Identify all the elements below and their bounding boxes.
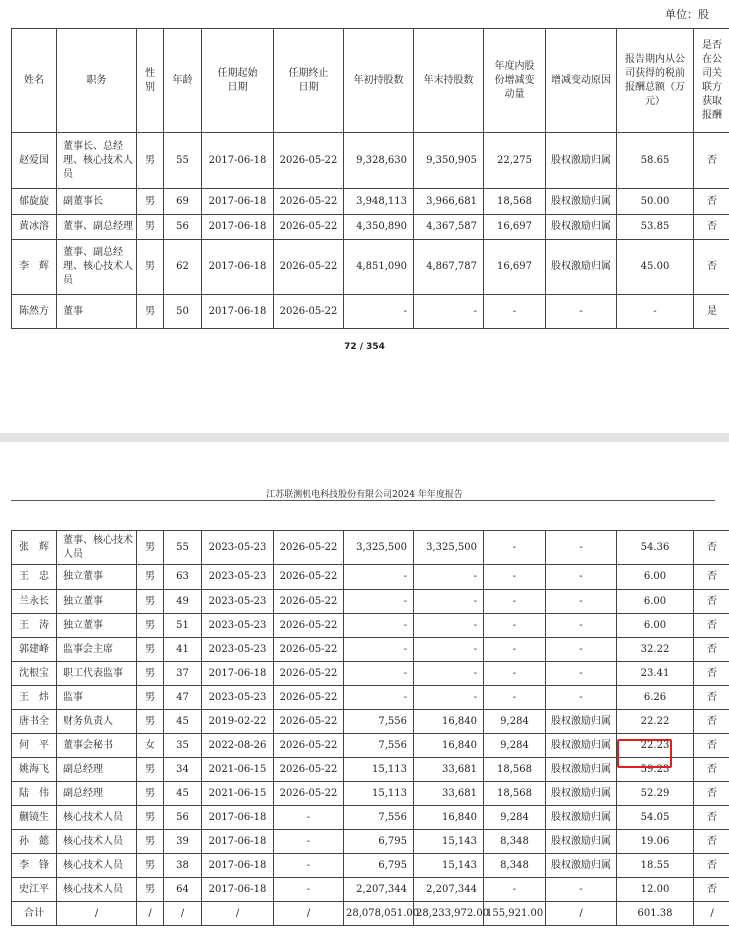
table-cell: 7,556 [344,734,414,758]
table-cell: 陆 伟 [12,782,57,806]
table-cell: 22.23 [617,734,694,758]
table-cell: 50 [164,295,202,329]
table-cell: 独立董事 [57,565,137,590]
table-cell: 155,921.00 [484,902,546,926]
table-cell: - [484,638,546,662]
table-cell: 男 [137,710,164,734]
table-cell: 股权激励归属 [546,215,617,240]
table-cell: 54.36 [617,531,694,565]
table-cell: 2017-06-18 [202,662,274,686]
table-cell: 何 平 [12,734,57,758]
table-cell: 否 [694,878,729,902]
table-cell: 否 [694,189,729,215]
table-cell: 是 [694,295,729,329]
table-cell: - [484,878,546,902]
table-row [12,590,729,614]
table-cell: 董事 [57,295,137,329]
table-cell: 69 [164,189,202,215]
table-cell: 55 [164,133,202,189]
table-cell: 15,113 [344,758,414,782]
table-cell: 2026-05-22 [274,590,344,614]
table-cell: 51 [164,614,202,638]
table-cell: 2026-05-22 [274,614,344,638]
table-cell: - [484,295,546,329]
table-cell: 兰永长 [12,590,57,614]
table-cell: 2026-05-22 [274,758,344,782]
table-cell: - [546,638,617,662]
table-cell: 28,078,051.00 [344,902,414,926]
table-cell: 18.55 [617,854,694,878]
table-cell: 黄冰溶 [12,215,57,240]
table-row [12,133,729,189]
table-cell: 孙 懿 [12,830,57,854]
table-row [12,565,729,590]
table-cell: 郁旋旋 [12,189,57,215]
table-cell: - [617,295,694,329]
table-cell: 63 [164,565,202,590]
table-cell: 董事会秘书 [57,734,137,758]
table-cell: - [344,686,414,710]
table-cell: 55 [164,531,202,565]
table-cell: 否 [694,710,729,734]
table-row [12,215,729,240]
table-cell: 2017-06-18 [202,806,274,830]
table-cell: - [546,295,617,329]
table-cell: 18,568 [484,189,546,215]
col-related-pay: 是否 在公 司关 联方 获取 报酬 [694,29,729,133]
report-header: 江苏联测机电科技股份有限公司2024 年年度报告 [266,490,463,500]
table-cell: 男 [137,215,164,240]
table-cell: 39 [164,830,202,854]
unit-label: 单位：股 [665,8,709,21]
table-cell: 否 [694,638,729,662]
table-cell: 2026-05-22 [274,662,344,686]
table-cell: 15,143 [414,830,484,854]
table-cell: 2023-05-23 [202,638,274,662]
table-cell: / [546,902,617,926]
col-age: 年龄 [164,29,202,133]
table-cell: 蒯镜生 [12,806,57,830]
table-cell: 股权激励归属 [546,806,617,830]
table-row [12,902,729,926]
table-cell: - [344,614,414,638]
table-cell: 3,325,500 [344,531,414,565]
table-cell: 45 [164,710,202,734]
table-cell: 董事长、总经理、核心技术人员 [57,133,137,189]
col-gender: 性 别 [137,29,164,133]
table-cell: 8,348 [484,830,546,854]
table-cell: 独立董事 [57,614,137,638]
table-cell: / [164,902,202,926]
table-cell: 35 [164,734,202,758]
table-cell: 男 [137,782,164,806]
table-cell: 2026-05-22 [274,710,344,734]
page-number: 72 / 354 [344,342,385,352]
table-cell: 2026-05-22 [274,531,344,565]
table-cell: - [414,686,484,710]
table-cell: 男 [137,806,164,830]
table-cell: 男 [137,662,164,686]
table-cell: / [202,902,274,926]
table-cell: 王 涛 [12,614,57,638]
table-cell: 股权激励归属 [546,854,617,878]
table-cell: 2026-05-22 [274,295,344,329]
table-cell: 2026-05-22 [274,189,344,215]
table-cell: 3,325,500 [414,531,484,565]
table-cell: - [546,531,617,565]
table-cell: - [484,531,546,565]
table-cell: - [344,638,414,662]
table-cell: - [546,614,617,638]
table-cell: 否 [694,240,729,295]
table-cell: 男 [137,189,164,215]
table-cell: 董事、核心技术人员 [57,531,137,565]
table-cell: 否 [694,734,729,758]
table-cell: 否 [694,806,729,830]
table-cell: 2023-05-23 [202,531,274,565]
table-cell: 2023-05-23 [202,614,274,638]
table-cell: 唐书全 [12,710,57,734]
table-cell: / [274,902,344,926]
table-cell: 45.00 [617,240,694,295]
table-cell: 男 [137,638,164,662]
table-row [12,531,729,565]
table-row [12,854,729,878]
table-row [12,662,729,686]
table-cell: 男 [137,830,164,854]
table-cell: - [344,662,414,686]
table-cell: 2026-05-22 [274,734,344,758]
table-cell: 2017-06-18 [202,240,274,295]
table-cell: 股权激励归属 [546,710,617,734]
table-cell: 李 辉 [12,240,57,295]
table-cell: 男 [137,758,164,782]
table-cell: - [546,565,617,590]
table-cell: 47 [164,686,202,710]
table-cell: 董事、副总经理 [57,215,137,240]
table-cell: 2023-05-23 [202,565,274,590]
table-cell: 4,367,587 [414,215,484,240]
table-cell: 核心技术人员 [57,806,137,830]
table-cell: 陈然方 [12,295,57,329]
table-row [12,614,729,638]
table-cell: 52.29 [617,782,694,806]
table-cell: - [344,295,414,329]
table-cell: 4,851,090 [344,240,414,295]
table-cell: - [274,878,344,902]
table-cell: 45 [164,782,202,806]
table-cell: - [414,614,484,638]
table-cell: 否 [694,782,729,806]
table-cell: - [274,854,344,878]
table-cell: - [344,590,414,614]
table-cell: 否 [694,614,729,638]
table-cell: 23.41 [617,662,694,686]
table-cell: - [344,565,414,590]
table-cell: - [274,830,344,854]
table-cell: 否 [694,215,729,240]
table-cell: 18,568 [484,758,546,782]
col-start-date: 任期起始 日期 [202,29,274,133]
table-cell: 56 [164,806,202,830]
table-cell: 2017-06-18 [202,133,274,189]
table-cell: 16,840 [414,710,484,734]
table-cell: 58.65 [617,133,694,189]
col-end-date: 任期终止 日期 [274,29,344,133]
table-cell: 41 [164,638,202,662]
table-cell: 核心技术人员 [57,878,137,902]
table-cell: 副总经理 [57,782,137,806]
col-name: 姓名 [12,29,57,133]
table-row [12,240,729,295]
table-cell: 否 [694,854,729,878]
table-cell: 62 [164,240,202,295]
table-cell: 3,966,681 [414,189,484,215]
table-cell: - [414,565,484,590]
table-cell: 股权激励归属 [546,240,617,295]
table-cell: 2026-05-22 [274,782,344,806]
table-cell: 6,795 [344,830,414,854]
table-cell: - [414,590,484,614]
table-cell: 33,681 [414,782,484,806]
table-cell: 否 [694,662,729,686]
table-cell: 9,328,630 [344,133,414,189]
table-cell: - [414,662,484,686]
col-change-reason: 增减变动原因 [546,29,617,133]
table-cell: 否 [694,830,729,854]
table-row [12,806,729,830]
table-cell: / [57,902,137,926]
table-cell: 2023-05-23 [202,590,274,614]
table-cell: 沈根宝 [12,662,57,686]
table-cell: 56 [164,215,202,240]
table-cell: 李 锋 [12,854,57,878]
table-cell: 6.00 [617,590,694,614]
table-cell: 股权激励归属 [546,830,617,854]
table-cell: 2017-06-18 [202,878,274,902]
table-cell: 9,284 [484,710,546,734]
table-cell: 王 炜 [12,686,57,710]
table-cell: 2026-05-22 [274,133,344,189]
table-cell: 董事、副总经理、核心技术人员 [57,240,137,295]
col-pretax-pay: 报告期内从公 司获得的税前 报酬总额（万 元） [617,29,694,133]
table-cell: 2019-02-22 [202,710,274,734]
table-cell: 男 [137,565,164,590]
table-cell: 6.00 [617,565,694,590]
table-cell: - [484,614,546,638]
table-cell: 股权激励归属 [546,782,617,806]
table-cell: 股权激励归属 [546,189,617,215]
table-cell: 副总经理 [57,758,137,782]
table-cell: 15,143 [414,854,484,878]
table-cell: - [546,662,617,686]
table-row [12,710,729,734]
table-cell: 否 [694,758,729,782]
table-cell: 郭建峰 [12,638,57,662]
table-cell: 8,348 [484,854,546,878]
table-cell: 6.26 [617,686,694,710]
table-cell: - [546,686,617,710]
table-row [12,830,729,854]
table-cell: - [484,686,546,710]
table-cell: 2026-05-22 [274,240,344,295]
table-cell: 男 [137,878,164,902]
table-cell: 22,275 [484,133,546,189]
management-shareholding-table-page2 [11,530,729,926]
table-cell: 否 [694,686,729,710]
table-cell: 2026-05-22 [274,565,344,590]
table-cell: 副董事长 [57,189,137,215]
table-cell: 601.38 [617,902,694,926]
table-cell: 33,681 [414,758,484,782]
table-cell: 9,284 [484,806,546,830]
table-cell: 男 [137,295,164,329]
table-cell: - [274,806,344,830]
table-cell: 32.22 [617,638,694,662]
highlight-box [617,739,672,768]
table-cell: - [414,295,484,329]
table-cell: - [484,662,546,686]
table-cell: 监事 [57,686,137,710]
table-cell: 核心技术人员 [57,854,137,878]
col-begin-shares: 年初持股数 [344,29,414,133]
table-cell: 28,233,972.00 [414,902,484,926]
table-cell: 6,795 [344,854,414,878]
table-cell: 史江平 [12,878,57,902]
table-cell: 合计 [12,902,57,926]
table-cell: 2017-06-18 [202,189,274,215]
table-cell: 否 [694,565,729,590]
table-cell: 12.00 [617,878,694,902]
table-cell: 股权激励归属 [546,758,617,782]
table-cell: 核心技术人员 [57,830,137,854]
table-cell: 2017-06-18 [202,295,274,329]
table-row [12,638,729,662]
table-cell: 2023-05-23 [202,686,274,710]
table-cell: 男 [137,133,164,189]
table-cell: 2,207,344 [414,878,484,902]
table-cell: 王 忠 [12,565,57,590]
table-cell: 7,556 [344,806,414,830]
table-cell: 否 [694,133,729,189]
table-cell: 2026-05-22 [274,686,344,710]
table-cell: 4,867,787 [414,240,484,295]
table-cell: 2026-05-22 [274,215,344,240]
table-cell: / [137,902,164,926]
table-cell: - [546,590,617,614]
header-rule [11,500,715,501]
table-cell: 37 [164,662,202,686]
table-cell: 2026-05-22 [274,638,344,662]
table-cell: 2022-08-26 [202,734,274,758]
table-row [12,782,729,806]
table-cell: 姚海飞 [12,758,57,782]
table-cell: 9,350,905 [414,133,484,189]
table-cell: 34 [164,758,202,782]
table-cell: 38 [164,854,202,878]
table-row [12,295,729,329]
table-cell: - [546,878,617,902]
table-cell: 6.00 [617,614,694,638]
table-cell: 15,113 [344,782,414,806]
table-cell: 2021-06-15 [202,758,274,782]
table-cell: 监事会主席 [57,638,137,662]
table-cell: 男 [137,614,164,638]
table-row [12,189,729,215]
table-cell: - [484,565,546,590]
table-cell: 独立董事 [57,590,137,614]
table-cell: 50.00 [617,189,694,215]
table-cell: 否 [694,590,729,614]
table-cell: 张 辉 [12,531,57,565]
table-cell: 职工代表监事 [57,662,137,686]
table-cell: 22.22 [617,710,694,734]
table-cell: 9,284 [484,734,546,758]
table-cell: 赵爱国 [12,133,57,189]
table-cell: 财务负责人 [57,710,137,734]
table-cell: 64 [164,878,202,902]
table-cell: 女 [137,734,164,758]
table-cell: 7,556 [344,710,414,734]
table-cell: 男 [137,686,164,710]
table-cell: 3,948,113 [344,189,414,215]
table-cell: 2017-06-18 [202,830,274,854]
table-cell: 否 [694,531,729,565]
table-cell: 4,350,890 [344,215,414,240]
table-cell: - [484,590,546,614]
table-cell: 16,697 [484,215,546,240]
table-cell: 男 [137,590,164,614]
col-position: 职务 [57,29,137,133]
table-header-row [12,29,729,133]
table-cell: 18,568 [484,782,546,806]
table-cell: 2,207,344 [344,878,414,902]
table-cell: / [694,902,729,926]
table-cell: 49 [164,590,202,614]
table-row [12,686,729,710]
table-cell: 股权激励归属 [546,133,617,189]
table-row [12,878,729,902]
table-cell: 16,840 [414,734,484,758]
table-cell: 股权激励归属 [546,734,617,758]
table-cell: 19.06 [617,830,694,854]
table-cell: 男 [137,240,164,295]
table-cell: 59.23 [617,758,694,782]
col-end-shares: 年末持股数 [414,29,484,133]
table-cell: 男 [137,531,164,565]
table-cell: 16,697 [484,240,546,295]
table-cell: 2017-06-18 [202,215,274,240]
table-cell: 2021-06-15 [202,782,274,806]
page-separator [0,433,729,442]
table-cell: 54.05 [617,806,694,830]
col-share-change: 年度内股 份增减变 动量 [484,29,546,133]
table-cell: 16,840 [414,806,484,830]
table-cell: 男 [137,854,164,878]
table-cell: 53.85 [617,215,694,240]
management-shareholding-table-page1 [11,28,729,329]
table-cell: 2017-06-18 [202,854,274,878]
table-cell: - [414,638,484,662]
